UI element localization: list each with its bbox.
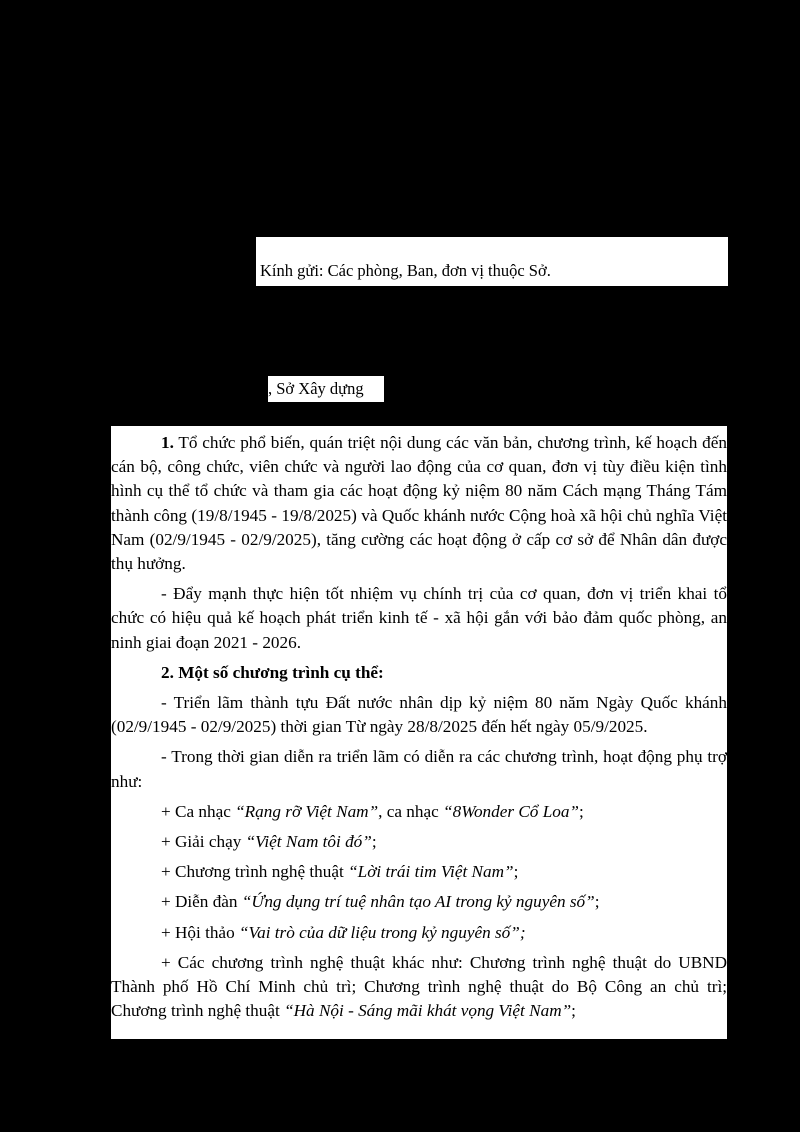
list-item: + Chương trình nghệ thuật “Lời trái tim Việt Nam”; [161,862,519,882]
list-item: + Diễn đàn “Ứng dụng trí tuệ nhân tạo AI trong kỷ nguyên số”; [161,892,600,912]
paragraph-activities: - Trong thời gian diễn ra triển lãm có diễn ra các chương trình, hoạt động phụ trợ như: [111,747,727,791]
list-item: + Giải chạy “Việt Nam tôi đó”; [161,832,377,852]
paragraph-item-1 [111,426,727,576]
list-item: + Ca nhạc “Rạng rỡ Việt Nam”, ca nhạc “8Wonder Cổ Loa”; [161,801,584,821]
section-heading-2: 2. Một số chương trình cụ thể: [161,662,384,682]
item-1-number: 1. [161,433,174,452]
item-1-text: Tổ chức phổ biến, quán triệt nội dung các văn bản, chương trình, kế hoạch đến cán bộ, công chức, viên chức và người lao động của cơ quan, đơn vị tùy điều kiện tình hình cụ thể tổ chức và tham gia các hoạt động kỷ niệm 80 năm Cách mạng Tháng Tám thành công (19/8/1945 - 19/8/2025) và Quốc khánh nước Cộng hoà xã hội chủ nghĩa Việt Nam (02/9/1945 - 02/9/2025), tăng cường các hoạt động ở cấp cơ sở để Nhân dân được thụ hưởng. [111,433,727,574]
sender-fragment [268,376,384,402]
recipient-text: Kính gửi: Các phòng, Ban, đơn vị thuộc Sở. [260,261,551,280]
sender-text: , Sở Xây dựng [268,379,364,398]
paragraph-2: - Đẩy mạnh thực hiện tốt nhiệm vụ chính trị của cơ quan, đơn vị triển khai tổ chức có hiệu quả kế hoạch phát triển kinh tế - xã hội gắn với bảo đảm quốc phòng, an ninh giai đoạn 2021 - 2026. [111,584,727,652]
paragraph-exhibition: - Triển lãm thành tựu Đất nước nhân dịp kỷ niệm 80 năm Ngày Quốc khánh (02/9/1945 - 02/9/2025) thời gian Từ ngày 28/8/2025 đến hết ngày 05/9/2025. [111,693,727,737]
list-item: + Hội thảo “Vai trò của dữ liệu trong kỷ nguyên số”; [161,922,526,942]
paragraph-other-programs: + Các chương trình nghệ thuật khác như: Chương trình nghệ thuật do UBND Thành phố Hồ Chí Minh chủ trì; Chương trình nghệ thuật do Bộ Công an chủ trì; Chương trình nghệ thuật “Hà Nội - Sáng mãi khát vọng Việt Nam”; [111,952,727,1021]
recipient-line [256,237,728,286]
document-body [111,426,727,1039]
